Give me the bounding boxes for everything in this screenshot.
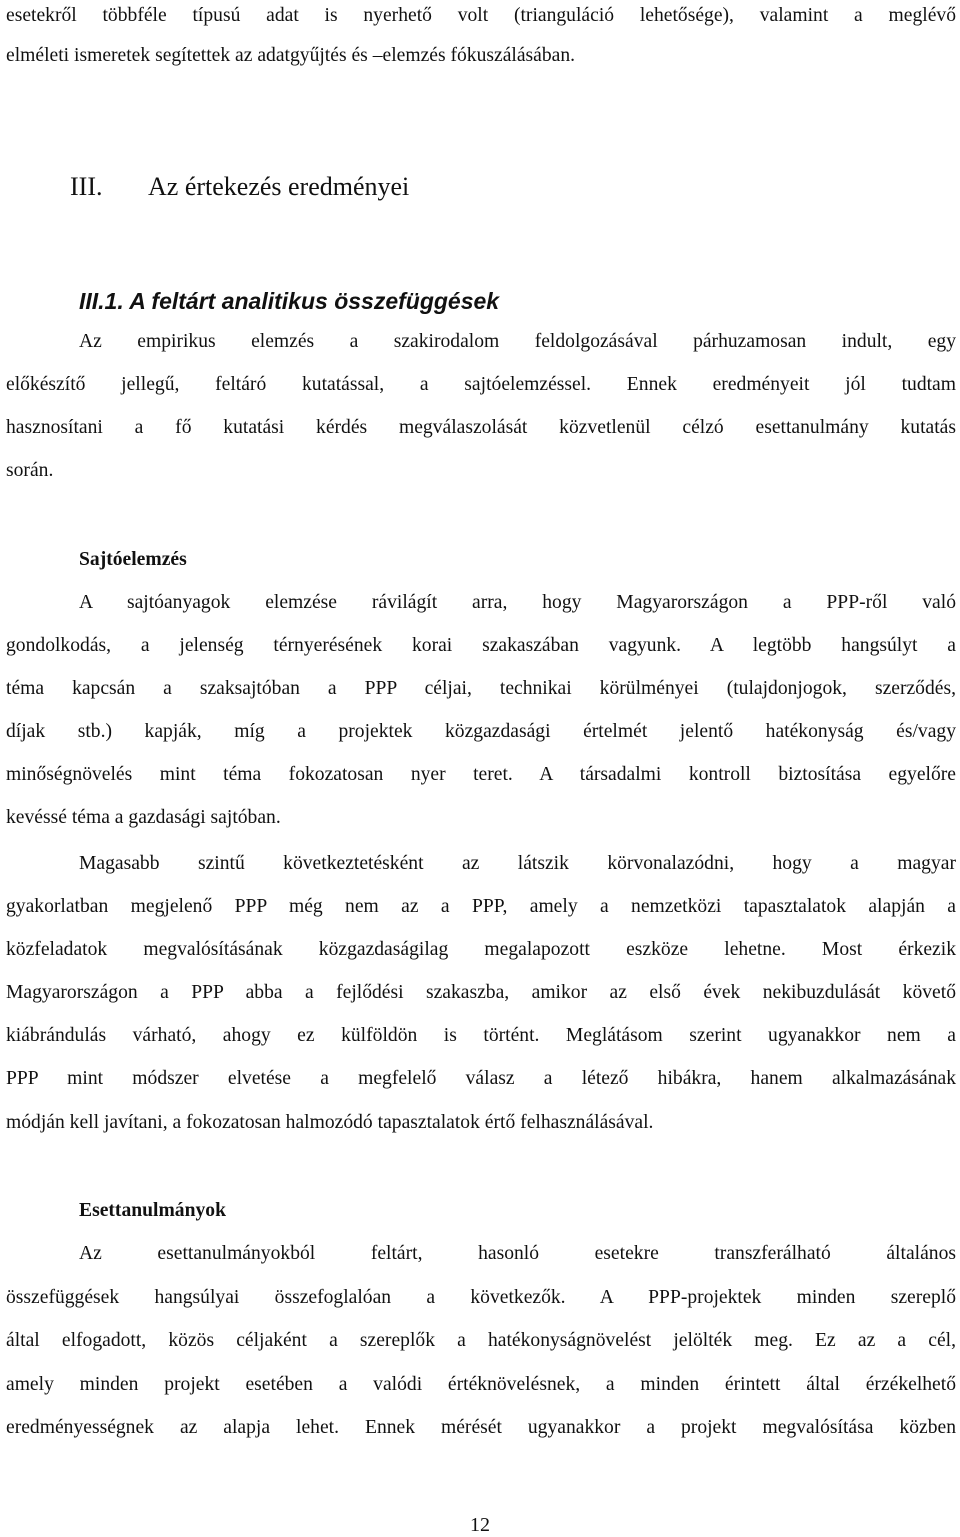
text-line: díjak stb.) kapják, míg a projektek közgazdasági értelmét jelentő hatékonyság és/vagy [6,721,956,742]
section-title: Az értekezés eredményei [148,172,410,201]
text-line: téma kapcsán a szaksajtóban a PPP céljai, technikai körülményei (tulajdonjogok, szerződés, [6,678,956,699]
section-number: III. [70,172,103,201]
text-line: amely minden projekt esetében a valódi értéknövelésnek, a minden érintett által érzékelhető [6,1374,956,1395]
text-line: A sajtóanyagok elemzése rávilágít arra, hogy Magyarországon a PPP-ről való [79,592,956,613]
text-line: kevéssé téma a gazdasági sajtóban. [6,807,281,828]
text-line: Magyarországon a PPP abba a fejlődési szakaszba, amikor az első évek nekibuzdulását követő [6,982,956,1003]
text-line: összefüggések hangsúlyai összefoglalóan a következők. A PPP-projektek minden szereplő [6,1287,956,1308]
text-line: által elfogadott, közös céljaként a szereplők a hatékonyságnövelést jelölték meg. Ez az a cél, [6,1330,956,1351]
text-line: eredményességnek az alapja lehet. Ennek mérését ugyanakkor a projekt megvalósítása közben [6,1417,956,1438]
text-line: gondolkodás, a jelenség térnyerésének korai szakaszában vagyunk. A legtöbb hangsúlyt a [6,635,956,656]
case-studies-heading: Esettanulmányok [79,1200,226,1221]
text-line: Az empirikus elemzés a szakirodalom feldolgozásával párhuzamosan indult, egy [79,331,956,352]
press-analysis-heading: Sajtóelemzés [79,549,187,570]
text-line: elméleti ismeretek segítettek az adatgyűjtés és –elemzés fókuszálásában. [6,45,576,66]
text-line: közfeladatok megvalósításának közgazdaságilag megalapozott eszköze lehetne. Most érkezik [6,939,956,960]
text-line: gyakorlatban megjelenő PPP még nem az a PPP, amely a nemzetközi tapasztalatok alapján a [6,896,956,917]
text-line: Az esettanulmányokból feltárt, hasonló esetekre transzferálható általános [79,1243,956,1264]
text-line: módján kell javítani, a fokozatosan halmozódó tapasztalatok értő felhasználásával. [6,1112,654,1133]
text-line: kiábrándulás várható, ahogy ez külföldön is történt. Meglátásom szerint ugyanakkor nem a [6,1025,956,1046]
text-line: esetekről többféle típusú adat is nyerhető volt (trianguláció lehetősége), valamint a meglévő [6,5,956,26]
text-line: előkészítő jellegű, feltáró kutatással, a sajtóelemzéssel. Ennek eredményeit jól tudtam [6,374,956,395]
text-line: hasznosítani a fő kutatási kérdés megválaszolását közvetlenül célzó esettanulmány kutatás [6,417,956,438]
text-line: minőségnövelés mint téma fokozatosan nyer teret. A társadalmi kontroll biztosítása egyelőre [6,764,956,785]
section-heading [70,172,409,202]
subsection-heading: III.1. A feltárt analitikus összefüggések [79,288,500,314]
text-line: Magasabb szintű következtetésként az látszik körvonalazódni, hogy a magyar [79,853,956,874]
page-number: 12 [470,1514,490,1536]
text-line: során. [6,460,54,481]
text-line: PPP mint módszer elvetése a megfelelő válasz a létező hibákra, hanem alkalmazásának [6,1068,956,1089]
